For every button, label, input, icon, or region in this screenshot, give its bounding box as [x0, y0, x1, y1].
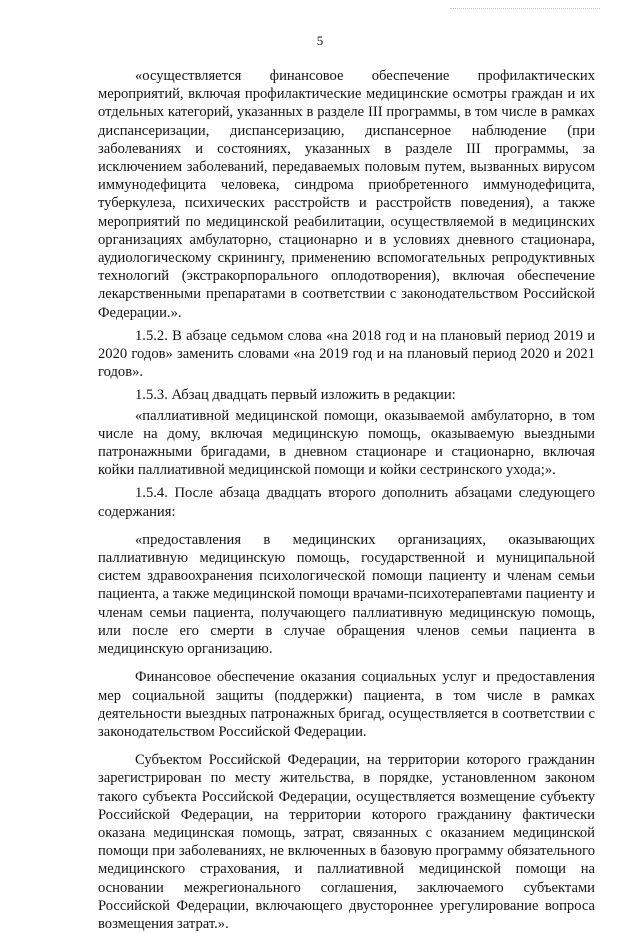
paragraph-1-5-3: 1.5.3. Абзац двадцать первый изложить в редакции: — [135, 387, 456, 404]
paragraph-1-5-4: 1.5.4. После абзаца двадцать второго дополнить абзацами следующего содержания: — [98, 485, 595, 520]
paragraph-1-5-2: 1.5.2. В абзаце седьмом слова «на 2018 год и на плановый период 2019 и 2020 годов» заменить словами «на 2019 год и на плановый период 2020 и 2021 годов». — [98, 327, 595, 381]
paragraph-social-services: Финансовое обеспечение оказания социальных услуг и предоставления мер социальной защиты (поддержки) пациента, в том числе в рамках деятельности выездных патронажных бригад, осуществляется в соответствии с законодательством Российской Федерации. — [98, 669, 595, 740]
scan-edge-rule — [450, 8, 600, 9]
paragraph-quoted-financing: «осуществляется финансовое обеспечение профилактических мероприятий, включая профилактические медицинские осмотры граждан и их отдельных категорий, указанных в разделе III программы, в том числе в рамках диспансеризации, диспансеризацию, диспансерное наблюдение (при заболеваниях и состояниях, указанных в разделе III программы, за исключением заболеваний, передаваемых половым путем, вызванных вирусом иммунодефицита человека, синдрома приобретенного иммунодефицита, туберкулеза, психических расстройств и расстройств поведения), а также мероприятий по медицинской реабилитации, осуществляемой в медицинских организациях амбулаторно, стационарно и в условиях дневного стационара, аудиологическому скринингу, применению вспомогательных репродуктивных технологий (экстракорпорального оплодотворения), включая обеспечение лекарственными препаратами в соответствии с законодательством Российской Федерации.». — [98, 68, 595, 321]
paragraph-reimbursement: Субъектом Российской Федерации, на территории которого гражданин зарегистрирован по месту жительства, в порядке, установленном законом такого субъекта Российской Федерации, осуществляется возмещение субъекту Российской Федерации, на территории которого гражданину фактически оказана медицинская помощь, затрат, связанных с оказанием медицинской помощи при заболеваниях, не включенных в базовую программу обязательного медицинского страхования, и паллиативной медицинской помощи на основании межрегионального соглашения, заключаемого субъектами Российской Федерации, включающего двустороннее урегулирование вопроса возмещения затрат.». — [98, 752, 595, 932]
paragraph-quoted-palliative: «паллиативной медицинской помощи, оказываемой амбулаторно, в том числе на дому, включая медицинскую помощь, оказываемую выездными патронажными бригадами, в дневном стационаре и стационарно, включая койки паллиативной медицинской помощи и койки сестринского ухода;». — [98, 407, 595, 479]
document-body — [98, 67, 595, 933]
paragraph-quoted-psychological-help: «предоставления в медицинских организациях, оказывающих паллиативную медицинскую помощь, государственной и муниципальной систем здравоохранения психологической помощи пациенту и членам семьи пациента, а также медицинской помощи врачами-психотерапевтами пациенту и членам семьи пациента, получающего паллиативную медицинскую помощь, или после его смерти в случае обращения членов семьи пациента в медицинскую организацию. — [98, 531, 595, 658]
page-number: 5 — [316, 33, 324, 48]
